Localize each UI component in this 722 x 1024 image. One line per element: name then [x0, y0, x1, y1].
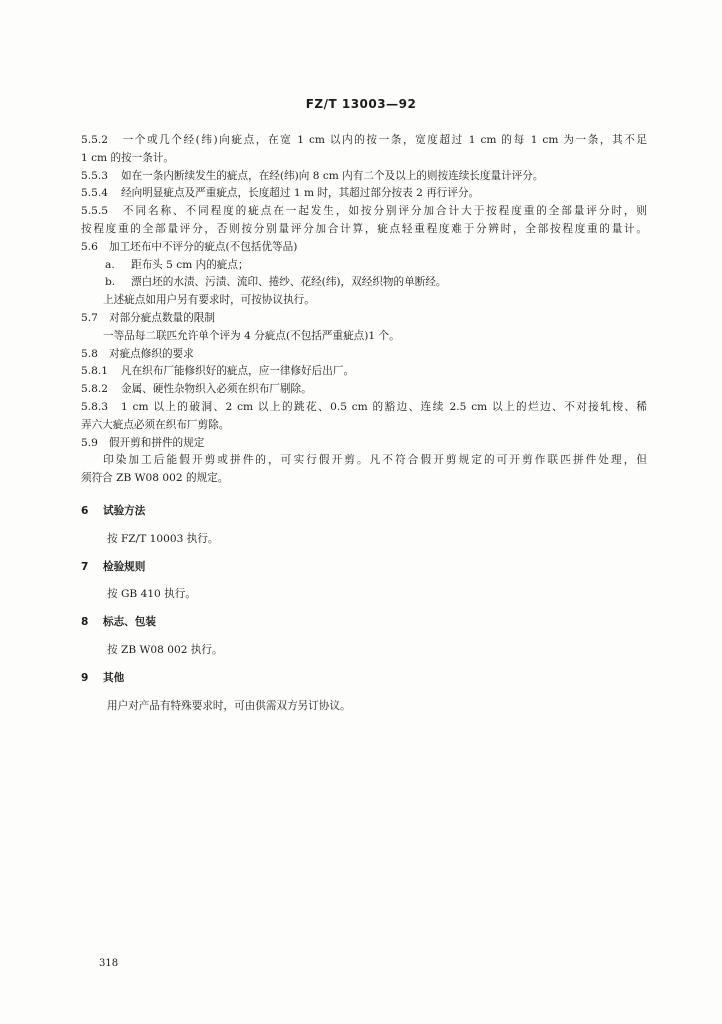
section-9-body: 用户对产品有特殊要求时，可由供需双方另订协议。 — [107, 699, 351, 712]
clause-text: 1 cm 以上的破洞、2 cm 以上的跳花、0.5 cm 的豁边、连续 2.5 cm 以上的烂边、不对接轧梭、稀 — [121, 400, 647, 413]
section-6-heading — [81, 503, 647, 521]
clause-5-8-3-line-1 — [81, 399, 647, 417]
standard-header: FZ/T 13003—92 — [305, 97, 417, 111]
section-title: 检验规则 — [103, 560, 146, 573]
clause-number: 5.6 — [81, 240, 98, 253]
clause-number: 5.8.2 — [81, 383, 108, 396]
clause-5-5-2-line-2: 1 cm 的按一条计。 — [81, 151, 175, 164]
item-label: a. — [105, 258, 115, 271]
item-text: 距布头 5 cm 内的疵点； — [131, 258, 249, 271]
section-number: 7 — [81, 560, 89, 573]
document-body — [81, 132, 647, 725]
page-number: 318 — [99, 958, 119, 969]
section-7-body: 按 GB 410 执行。 — [107, 588, 196, 601]
clause-5-9-title — [81, 435, 647, 453]
clause-5-9-line-2: 须符合 ZB W08 002 的规定。 — [81, 472, 229, 485]
section-8-heading — [81, 614, 647, 632]
clause-5-8-3-line-2: 弄六大疵点必须在织布厂剪除。 — [81, 418, 230, 431]
clause-5-6-title — [81, 239, 647, 257]
clause-number: 5.9 — [81, 436, 98, 449]
section-title: 其他 — [103, 671, 125, 684]
clause-5-5-5-line-1 — [81, 203, 647, 221]
clause-5-5-4 — [81, 185, 647, 203]
item-text: 漂白坯的水渍、污渍、流印、捲纱、花经(纬)，双经织物的单断经。 — [131, 276, 447, 289]
clause-number: 5.7 — [81, 311, 98, 324]
clause-5-5-2-line-1 — [81, 132, 647, 150]
clause-title: 假开剪和拼件的规定 — [109, 436, 205, 449]
clause-5-8-2 — [81, 381, 647, 399]
clause-text: 金属、硬性杂物织入必须在织布厂剔除。 — [121, 383, 312, 396]
clause-number: 5.5.4 — [81, 187, 108, 200]
clause-5-5-5-line-2: 按程度重的全部量评分，否则按分别量评分加合计算，疵点轻重程度难于分辨时，全部按程度重的量计。 — [81, 222, 647, 235]
clause-number: 5.5.3 — [81, 169, 108, 182]
section-number: 6 — [81, 504, 89, 517]
section-title: 试验方法 — [103, 504, 146, 517]
section-7-heading — [81, 559, 647, 577]
section-title: 标志、包装 — [103, 616, 156, 629]
item-label: b. — [105, 276, 116, 289]
clause-5-5-3 — [81, 168, 647, 186]
clause-title: 对疵点修织的要求 — [109, 347, 194, 360]
clause-number: 5.8 — [81, 347, 98, 360]
section-number: 8 — [81, 616, 89, 629]
clause-5-8-1 — [81, 363, 647, 381]
clause-text: 经向明显疵点及严重疵点，长度超过 1 m 时，其超过部分按表 2 再行评分。 — [121, 187, 480, 200]
section-number: 9 — [81, 671, 89, 684]
clause-5-7-title — [81, 310, 647, 328]
clause-5-6-note: 上述疵点如用户另有要求时，可按协议执行。 — [103, 294, 315, 307]
clause-5-7-text: 一等品每二联匹允许单个评为 4 分疵点(不包括严重疵点)1 个。 — [103, 329, 400, 342]
clause-text: 凡在织布厂能修织好的疵点，应一律修好后出厂。 — [121, 365, 355, 378]
section-8-body: 按 ZB W08 002 执行。 — [107, 643, 223, 656]
clause-number: 5.5.2 — [81, 134, 108, 146]
clause-text: 如在一条内断续发生的疵点，在经(纬)向 8 cm 内有二个及以上的则按连续长度量计评分。 — [121, 169, 544, 182]
clause-5-6-item-b — [81, 274, 647, 292]
clause-number: 5.8.1 — [81, 365, 108, 378]
clause-title: 对部分疵点数量的限制 — [109, 311, 215, 324]
clause-title: 加工坯布中不评分的疵点(不包括优等品) — [109, 240, 298, 253]
clause-number: 5.8.3 — [81, 400, 108, 413]
clause-text: 不同名称、不同程度的疵点在一起发生，如按分别评分加合计大于按程度重的全部量评分时，则 — [121, 205, 647, 218]
clause-text: 一个或几个经(纬)向疵点，在宽 1 cm 以内的按一条，宽度超过 1 cm 的每 1 cm 为一条，其不足 — [121, 134, 647, 146]
section-6-body: 按 FZ/T 10003 执行。 — [107, 532, 219, 545]
clause-5-8-title — [81, 346, 647, 364]
clause-number: 5.5.5 — [81, 205, 108, 218]
clause-5-6-item-a — [81, 257, 647, 275]
clause-5-9-line-1: 印染加工后能假开剪或拼件的，可实行假开剪。凡不符合假开剪规定的可开剪作联匹拼件处理，但 — [103, 454, 647, 467]
section-9-heading — [81, 670, 647, 688]
